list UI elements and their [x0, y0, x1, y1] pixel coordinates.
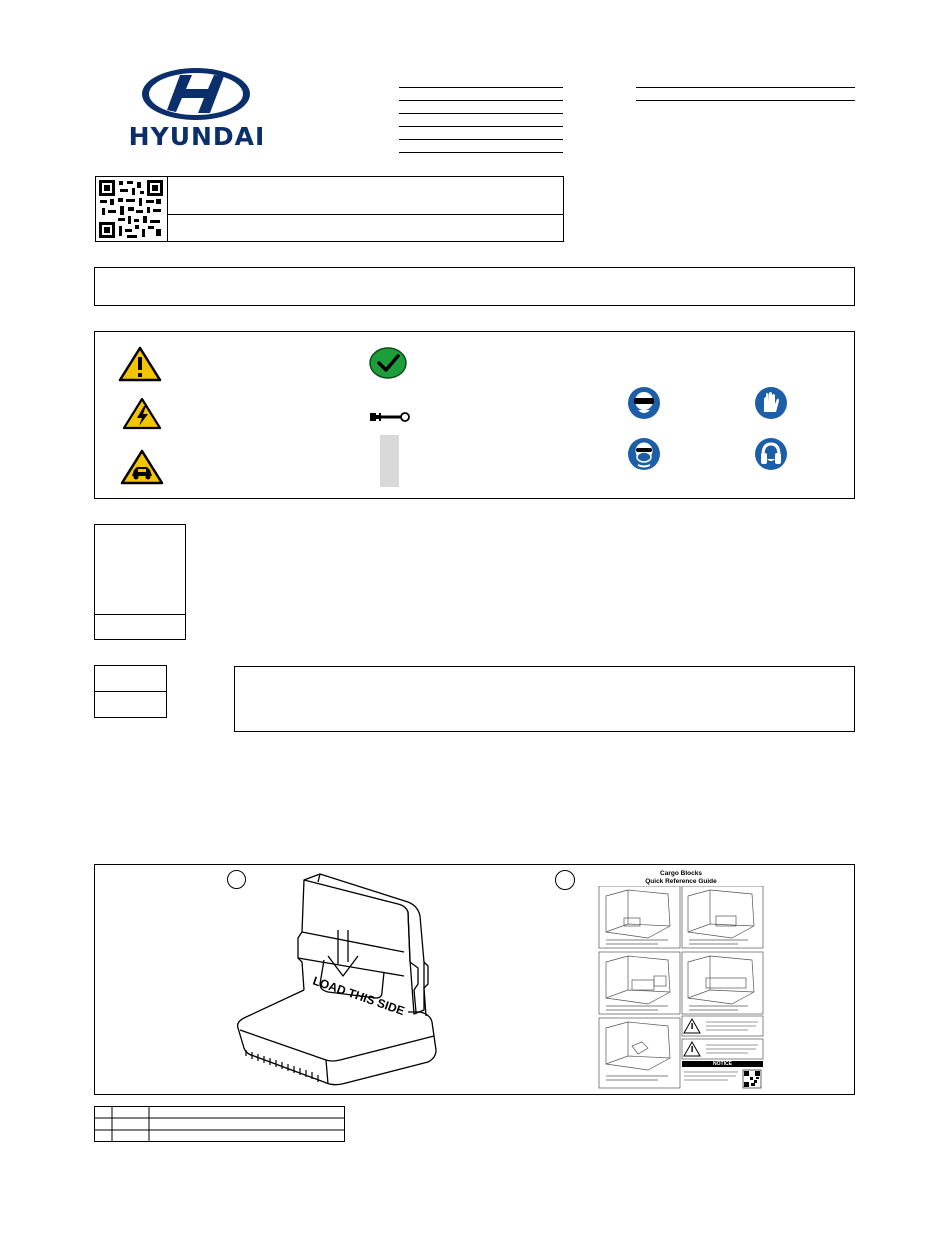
cargo-block-drawing [232, 872, 442, 1088]
guide-title: Cargo Blocks [660, 870, 702, 877]
side-info-row-line [94, 614, 186, 615]
header-line [399, 87, 563, 88]
electrical-hazard-icon [122, 397, 162, 435]
small-label-row-line [94, 691, 167, 692]
ear-protection-icon [754, 437, 788, 476]
description-box [94, 267, 855, 306]
header-line [399, 139, 563, 140]
header-line [399, 126, 563, 127]
check-circle-icon [369, 347, 407, 384]
hyundai-logo [140, 66, 252, 122]
parts-list-table [94, 1106, 345, 1142]
wrench-icon [368, 410, 410, 428]
qr-info-box [95, 176, 564, 242]
qr-box-divider [167, 176, 168, 242]
respirator-icon [627, 437, 661, 476]
grey-bar-icon [380, 435, 399, 487]
qr-code-icon[interactable] [98, 179, 164, 239]
safety-glasses-icon [627, 386, 661, 425]
qr-box-row-line [167, 214, 564, 215]
quick-reference-guide [598, 868, 764, 1090]
notice-label: NOTICE [713, 1061, 732, 1067]
vehicle-hazard-icon [120, 449, 164, 490]
header-line-right [636, 100, 855, 101]
side-info-box [94, 524, 186, 640]
warning-triangle-icon [118, 346, 162, 387]
gloves-icon [754, 386, 788, 425]
header-line [399, 113, 563, 114]
safety-icons-panel [94, 331, 855, 499]
load-this-side-label: LOAD THIS SIDE [311, 973, 407, 1019]
callout-circle-b [555, 870, 575, 890]
header-line-right [636, 87, 855, 88]
note-box [234, 666, 855, 732]
header-line [399, 100, 563, 101]
guide-subtitle: Quick Reference Guide [645, 878, 717, 885]
brand-name: HYUNDAI [128, 122, 266, 151]
header-line [399, 152, 563, 153]
hyundai-logo-icon [140, 66, 252, 122]
